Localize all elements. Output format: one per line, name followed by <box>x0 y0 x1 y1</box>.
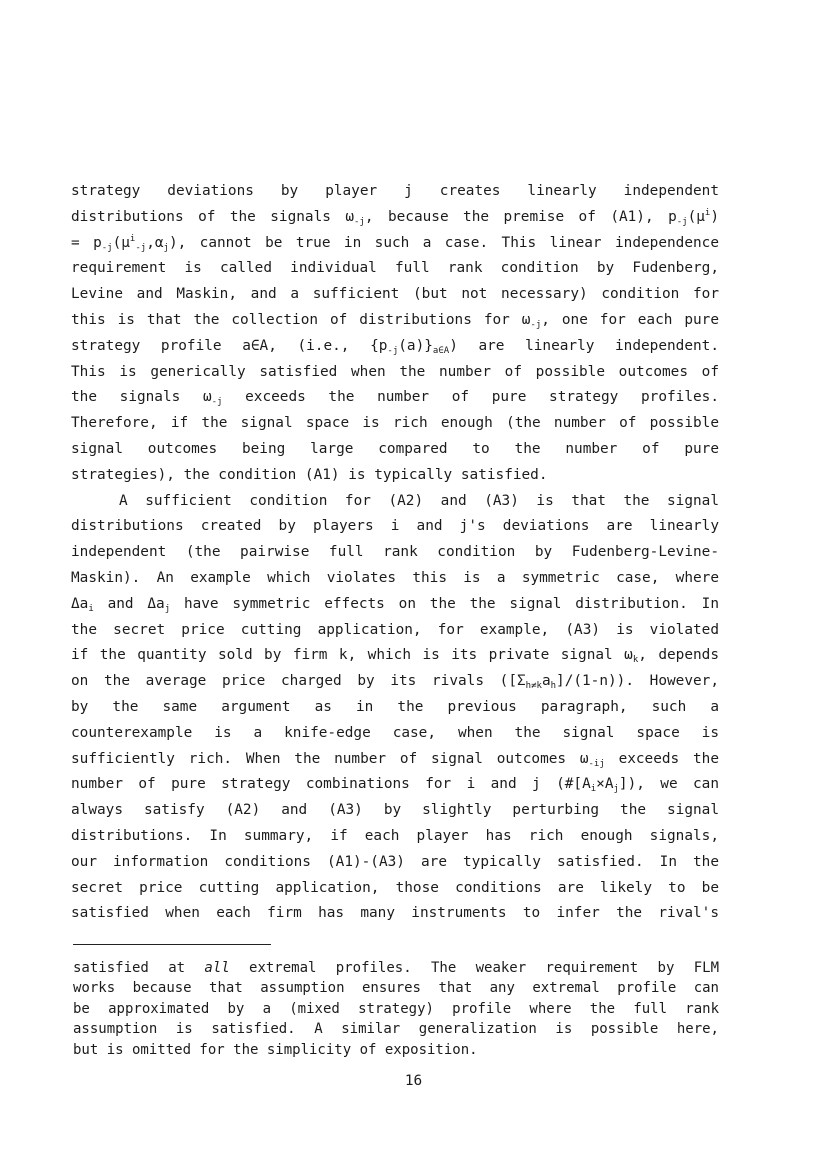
text-line: strategy deviations by player j creates linearly independent <box>71 183 719 199</box>
text-line: number of pure strategy combinations for i and j $(\#[A_i\times A_j])$, we can <box>71 776 719 795</box>
text-line: This is generically satisfied when the number of possible outcomes of <box>71 363 719 380</box>
text-line: $\Delta a_i$ and $\Delta a_j$ have symmetric effects on the the signal distribution. In <box>71 595 719 614</box>
paragraph-start-line: A sufficient condition for (A2) and (A3) is that the signal <box>119 492 719 509</box>
text-line: counterexample is a knife-edge case, when the signal space is <box>71 724 719 741</box>
text-line: the secret price cutting application, for example, (A3) is violated <box>71 621 719 638</box>
text-line: if the quantity sold by firm k, which is its private signal $\omega_k$, depends <box>71 647 720 666</box>
text-line: sufficiently rich. When the number of signal outcomes $\omega_{-ij}$ exceeds the <box>71 750 719 769</box>
text-line: distributions. In summary, if each player has rich enough signals, <box>71 827 719 844</box>
text-line: by the same argument as in the previous paragraph, such a <box>71 698 719 715</box>
page-number: 16 <box>404 1073 423 1089</box>
footnote-line: assumption is satisfied. A similar generalization is possible here, <box>73 1021 719 1038</box>
text-line: the signals $\omega_{-j}$ exceeds the number of pure strategy profiles. <box>71 389 719 408</box>
text-line: Therefore, if the signal space is rich enough (the number of possible <box>71 415 719 432</box>
text-line: our information conditions (A1)-(A3) are typically satisfied. In the <box>71 853 719 870</box>
text-line: distributions created by players i and j's deviations are linearly <box>71 518 719 535</box>
text-line: always satisfy (A2) and (A3) by slightly perturbing the signal <box>71 802 719 819</box>
text-line: distributions of the signals $\omega_{-j}$, because the premise of (A1), $p_{-j}(\mu^i)$ <box>71 207 720 227</box>
footnote <box>73 958 719 1060</box>
text-line: independent (the pairwise full rank condition by Fudenberg-Levine- <box>71 544 719 561</box>
text-line: requirement is called individual full rank condition by Fudenberg, <box>71 260 719 277</box>
text-line: Levine and Maskin, and a sufficient (but not necessary) condition for <box>71 286 719 303</box>
footnote-line: satisfied at all extremal profiles. The weaker requirement by FLM <box>73 960 720 976</box>
text-line: secret price cutting application, those conditions are likely to be <box>71 879 719 896</box>
body-text <box>71 179 719 927</box>
paragraph-end-line: strategies), the condition (A1) is typically satisfied. <box>71 466 548 483</box>
footnote-line: works because that assumption ensures that any extremal profile can <box>73 980 719 997</box>
text-line: satisfied when each firm has many instruments to infer the rival's <box>71 905 719 922</box>
text-line: Maskin). An example which violates this is a symmetric case, where <box>71 569 719 586</box>
text-line: signal outcomes being large compared to the number of pure <box>71 440 719 457</box>
text-line: strategy profile a∈A, (i.e., $\{p_{-j}(a)\}_{a\in A}$) are linearly independent. <box>71 337 719 356</box>
footnote-line: be approximated by a (mixed strategy) profile where the full rank <box>73 1000 719 1017</box>
text-line: this is that the collection of distributions for $\omega_{-j}$, one for each pure <box>71 311 719 330</box>
footnote-line: but is omitted for the simplicity of exposition. <box>73 1041 478 1058</box>
text-line: = $p_{-j}(\mu^i_{-j},\alpha_j)$, cannot be true in such a case. This linear independence <box>71 233 719 253</box>
text-line: on the average price charged by its rivals $([\Sigma_{h\ne k}a_h]/(1-n))$. However, <box>71 673 719 692</box>
footnote-divider <box>73 944 271 945</box>
